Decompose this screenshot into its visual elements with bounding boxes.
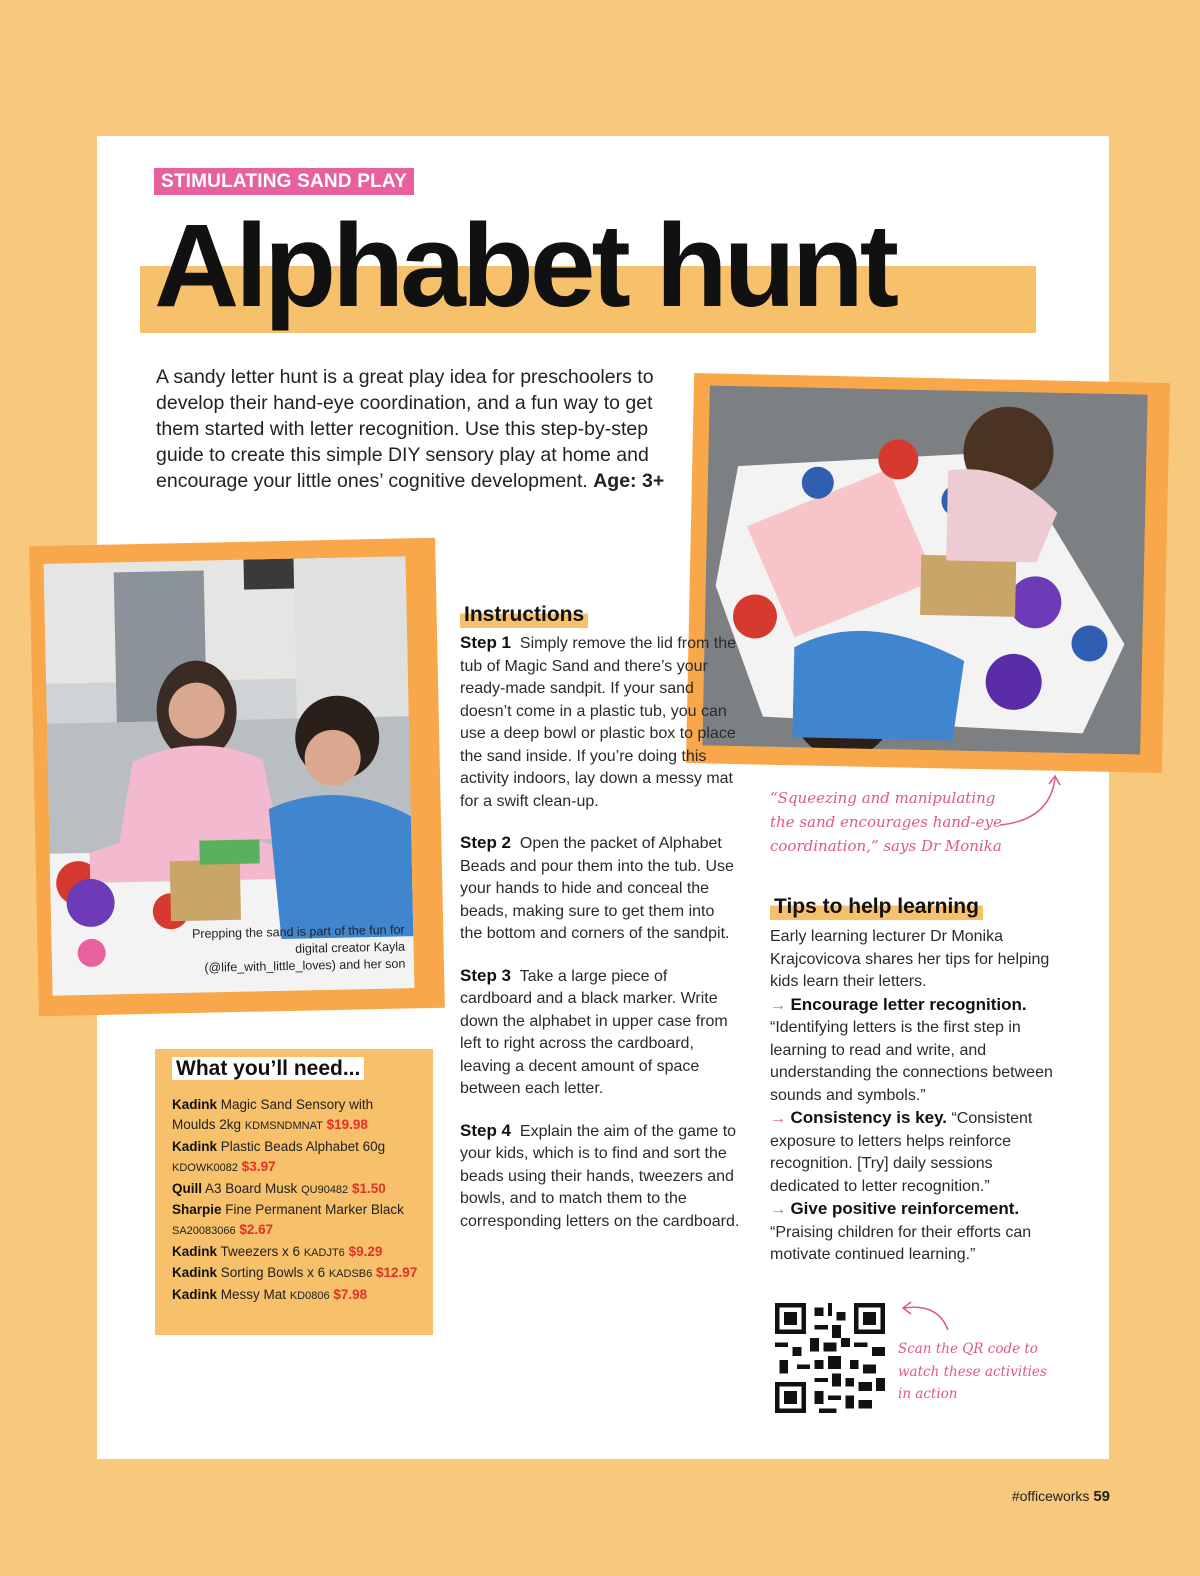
steps-list [460,632,740,1233]
product-code: KDOWK0082 [172,1162,239,1175]
curved-arrow-icon [898,1298,958,1334]
tip-title: Encourage letter recognition. [790,994,1027,1014]
product-code: KDMSNDMNAT [244,1120,323,1133]
shopping-list-item [172,1285,419,1306]
product-name: A3 Board Musk [205,1180,298,1196]
tip-text: “Praising children for their efforts can motivate continued learning.” [770,1223,1032,1263]
product-price: $12.97 [376,1265,418,1281]
tip-item [770,1107,1060,1198]
product-brand: Sharpie [172,1202,222,1218]
product-price: $19.98 [326,1117,368,1133]
tips-list [770,994,1060,1267]
shopping-list-item [172,1137,419,1179]
product-name: Fine Permanent Marker Black [225,1202,404,1218]
shopping-list-item [172,1263,419,1284]
tips-body [770,926,1060,1267]
tip-text: “Identifying letters is the first step in learning to read and write, and understanding the connections between sounds and symbols.” [770,1019,1053,1104]
step-label: Step 2 [460,833,512,852]
step-label: Step 3 [460,965,512,985]
product-name: Sorting Bowls x 6 [220,1265,326,1281]
shopping-list-box [155,1049,433,1335]
product-name: Magic Sand Sensory with Moulds 2kg [172,1097,374,1133]
age-label: Age: 3+ [593,470,665,492]
tip-item [770,994,1060,1108]
shopping-list-item [172,1242,419,1263]
arrow-right-icon: → [770,1201,786,1218]
left-photo-caption: Prepping the sand is part of the fun for digital creator Kayla (@life_with_little_loves) and her son [191,922,406,975]
step-text: Explain the aim of the game to your kids, which is to find and sort the beads using their hands, tweezers and bowls, and to match them to the corresponding letters on the cardboard. [460,1122,740,1230]
product-code: KD0806 [289,1289,330,1302]
tip-text: “Consistent exposure to letters helps reinforce recognition. [Try] daily sessions dedicated to letter recognition.” [770,1110,1033,1195]
instruction-step [460,1120,740,1234]
step-text: Simply remove the lid from the tub of Magic Sand and there’s your ready-made sandpit. If your sand doesn’t come in a plastic tub, you can use a deep bowl or plastic box to place the sand inside. If you’re doing this activity indoors, lay down a messy mat for a swift clean-up. [460,635,736,810]
product-brand: Kadink [172,1097,218,1112]
step-label: Step 1 [460,633,512,652]
product-price: $1.50 [351,1180,386,1196]
product-name: Plastic Beads Alphabet 60g [220,1138,386,1154]
qr-note: Scan the QR code to watch these activities in action [898,1341,1047,1402]
product-brand: Kadink [172,1265,218,1281]
product-price: $9.29 [348,1243,383,1259]
product-price: $2.67 [239,1222,274,1238]
product-code: KADJT6 [303,1246,345,1259]
step-text: Open the packet of Alphabet Beads and pour them into the tub. Use your hands to hide and conceal the beads, making sure to get them into the bottom and corners of the sandpit. [460,835,734,942]
product-name: Messy Mat [220,1286,287,1302]
pull-quote: “Squeezing and manipulating the sand encourages hand-eye coordination,” says Dr Monika [770,789,1002,855]
tips-heading: Tips to help learning [770,894,1060,920]
intro-paragraph [156,364,686,494]
product-code: KADSB6 [328,1268,373,1281]
tip-item [770,1198,1060,1267]
shopping-list-item [172,1200,419,1242]
product-price: $3.97 [241,1159,276,1175]
step-label: Step 4 [460,1120,512,1140]
product-brand: Kadink [172,1138,218,1154]
instruction-step [460,965,740,1101]
product-price: $7.98 [333,1286,368,1302]
right-photo [702,385,1147,754]
tip-title: Consistency is key. [790,1108,947,1127]
qr-code-icon[interactable] [775,1303,885,1413]
shopping-list-item [172,1179,419,1200]
instruction-step [460,632,740,813]
arrow-right-icon: → [770,996,786,1014]
product-brand: Kadink [172,1243,218,1259]
footer-hashtag: #officeworks [1011,1488,1090,1504]
arrow-right-icon: → [770,1110,786,1127]
step-text: Take a large piece of cardboard and a black marker. Write down the alphabet in upper case from left to right across the cardboard, leaving a decent amount of space between each letter. [460,967,728,1097]
shopping-list [172,1095,419,1306]
product-code: QU90482 [301,1183,349,1196]
page-title: Alphabet hunt [154,200,896,332]
page-footer [950,1488,1110,1505]
product-code: SA20083066 [172,1225,236,1238]
shopping-list-heading: What you’ll need... [172,1055,419,1083]
instruction-step [460,832,740,946]
tips-column [770,894,1060,1267]
kids-alphabet-hunt-image [702,385,1147,754]
tip-title: Give positive reinforcement. [790,1199,1020,1218]
tips-intro: Early learning lecturer Dr Monika Krajcovicova shares her tips for helping kids learn their letters. [770,928,1050,990]
page-number: 59 [1093,1488,1110,1505]
instructions-column [460,602,740,1252]
shopping-list-item [172,1095,419,1137]
curved-arrow-icon [995,770,1065,830]
section-kicker: STIMULATING SAND PLAY [154,168,414,195]
product-name: Tweezers x 6 [220,1243,301,1259]
product-brand: Kadink [172,1286,218,1302]
product-brand: Quill [172,1180,202,1196]
intro-text: A sandy letter hunt is a great play idea for preschoolers to develop their hand-eye coordination, and a fun way to get them started with letter recognition. Use this step-by-step guide to create this simple DIY sensory play at home and encourage your little ones’ cognitive development. [156,366,654,492]
instructions-heading: Instructions [460,602,740,628]
